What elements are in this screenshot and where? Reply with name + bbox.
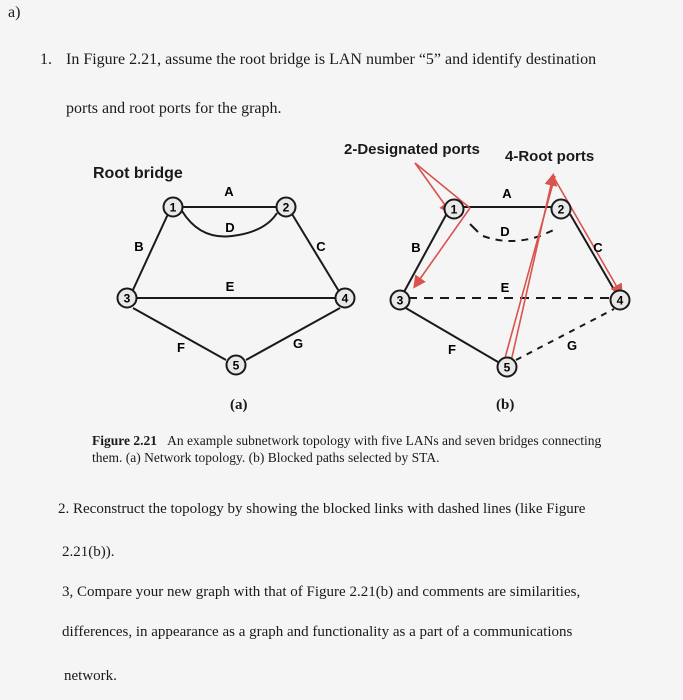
graph-a <box>132 207 340 360</box>
graph-a-label-e: E <box>225 279 235 294</box>
graph-a-label-b: B <box>134 239 144 254</box>
graph-b-node-1 <box>445 200 464 219</box>
graph-a-label-c: C <box>316 239 326 254</box>
graph-b-lan-d-dashed <box>483 229 556 241</box>
graph-b-node-5-label: 5 <box>503 360 511 375</box>
graph-b-label-d: D <box>500 224 510 239</box>
graph-a-node-5-label: 5 <box>232 358 240 373</box>
graph-b-label-g: G <box>566 338 578 353</box>
graph-a-label-f: F <box>177 340 185 355</box>
graph-a-node-1-label: 1 <box>169 200 177 215</box>
graph-a-label-g: G <box>292 336 304 351</box>
question2-line1: 2. Reconstruct the topology by showing the blocked links with dashed lines (like Figure <box>58 501 586 517</box>
graph-b-label-f: F <box>448 342 456 357</box>
graph-b-node-5 <box>498 358 517 377</box>
question2-line2: 2.21(b)). <box>62 544 115 560</box>
graph-b-node-4-label: 4 <box>616 293 624 308</box>
question3-line3: network. <box>64 668 117 684</box>
graph-b-label-b: B <box>411 240 421 255</box>
graph-a-node-3-label: 3 <box>123 291 131 306</box>
graph-b-node-3 <box>391 291 410 310</box>
graph-b-label-c: C <box>593 240 603 255</box>
graph-a-lan-g <box>246 308 340 360</box>
root-ports-annotation: 4-Root ports <box>505 148 595 165</box>
graph-b-node-1-label: 1 <box>450 202 458 217</box>
graph-b-label-e: E <box>500 280 510 295</box>
question3-line2: differences, in appearance as a graph and functionality as a part of a communications <box>62 624 573 640</box>
graph-b-lan-b <box>404 215 446 292</box>
question1-line1: In Figure 2.21, assume the root bridge is LAN number “5” and identify destination <box>66 51 597 68</box>
graph-b-node-2 <box>552 200 571 219</box>
graph-b-label-a: A <box>502 186 512 201</box>
graph-b-node-2-label: 2 <box>557 202 565 217</box>
question1-number: 1. <box>40 51 52 68</box>
graph-b-red-annotations <box>415 163 621 366</box>
graph-a-node-4 <box>336 289 355 308</box>
figure-caption <box>92 432 632 466</box>
graph-a-node-2 <box>277 198 296 217</box>
figure-caption-text: An example subnetwork topology with five LANs and seven bridges connecting them. (a) Network topology. (b) Blocked paths selected by STA. <box>92 433 602 465</box>
graph-a-node-2-label: 2 <box>282 200 290 215</box>
red-arrow-to-node-4 <box>553 176 621 294</box>
graph-a-node-4-label: 4 <box>341 291 349 306</box>
designated-ports-annotation: 2-Designated ports <box>344 141 480 158</box>
graph-b-node-4 <box>611 291 630 310</box>
root-bridge-annotation: Root bridge <box>93 165 183 182</box>
graph-a-node-1 <box>164 198 183 217</box>
graph-a-node-5 <box>227 356 246 375</box>
graph-a-label-d: D <box>225 220 235 235</box>
graph-a-node-3 <box>118 289 137 308</box>
graph-b-lan-g-dashed <box>516 309 614 360</box>
part-label: a) <box>8 4 21 21</box>
question3-line1: 3, Compare your new graph with that of Figure 2.21(b) and comments are similarities, <box>62 584 581 600</box>
graph-b-lan-d-seg1 <box>470 224 478 232</box>
figure-caption-label: Figure 2.21 <box>92 433 157 448</box>
red-arrow-to-node-5 <box>505 176 555 358</box>
question1-line2: ports and root ports for the graph. <box>66 100 282 117</box>
graph-b-sublabel: (b) <box>496 397 515 413</box>
graph-a-label-a: A <box>224 184 234 199</box>
graph-b-node-3-label: 3 <box>396 293 404 308</box>
graph-a-sublabel: (a) <box>230 397 248 413</box>
